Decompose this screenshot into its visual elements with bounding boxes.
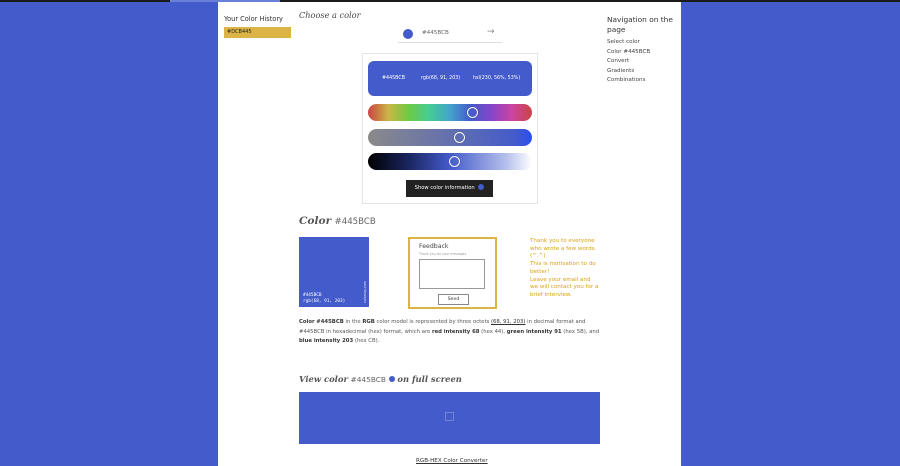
color-input[interactable]: #445BCB [422,30,449,36]
desc-text: (hex 44), [481,328,506,335]
color-description [299,318,601,347]
color-heading [299,215,376,227]
lightness-slider[interactable] [368,153,532,170]
saturation-slider[interactable] [368,129,532,146]
show-color-information-button[interactable] [406,180,493,197]
desc-text: color model is represented by three octets [376,319,490,325]
color-dot-icon[interactable] [403,29,413,39]
nav-link-color[interactable]: Color #445BCB [607,48,651,55]
fullscreen-color-preview[interactable] [299,392,600,444]
page-content [218,2,681,466]
color-dot-icon [478,184,484,190]
rgb-value[interactable]: rgb(68, 91, 203) [421,76,461,81]
desc-hex: #445BCB [316,319,344,325]
feedback-textarea[interactable] [419,259,485,289]
nav-link-combinations[interactable]: Combinations [607,77,646,84]
page-navigation [607,15,681,86]
swatch-watermark: colorsay.com [363,280,367,303]
color-picker-panel [362,53,538,204]
color-values-bar [368,61,532,96]
color-heading-word: Color [299,215,332,227]
color-input-row [398,26,502,43]
desc-text: in decimal format and #445BCB in hexadecimal (hex) format, which are [299,319,586,335]
hue-slider[interactable] [368,104,532,121]
view-heading-hex: #445BCB [350,375,387,384]
feedback-subtitle: Thank you for your messages [419,252,467,256]
lightness-slider-handle[interactable] [449,156,460,167]
expand-icon[interactable] [445,412,454,421]
desc-red: red intensity 68 [431,328,480,335]
thanks-line: This is motivation to do better! [530,261,596,275]
thanks-line: Thank you to everyone who wrote a few words. (^.^) [530,238,597,260]
history-title: Your Color History [224,15,283,23]
desc-model: RGB [362,319,375,325]
desc-text: Color [299,319,315,325]
view-heading-word: on full screen [397,374,462,384]
swatch-hex: #445BCB [303,293,322,298]
color-history [224,15,294,38]
desc-text: in the [345,319,361,325]
color-dot-icon [389,376,395,382]
saturation-slider-handle[interactable] [454,132,465,143]
swatch-rgb: rgb(68, 91, 203) [303,299,346,304]
view-heading-word: View color [299,374,348,384]
nav-link-select-color[interactable]: Select color [607,39,640,45]
history-item[interactable]: #DCB445 [224,27,291,38]
nav-link-gradients[interactable]: Gradients [607,67,635,74]
desc-text: (hex CB). [354,338,380,345]
thanks-line: Leave your email and we will contact you for a brief interview. [530,276,599,298]
send-button[interactable]: Send [438,294,469,305]
desc-octets-link[interactable]: (68, 91, 203) [490,319,526,325]
feedback-title: Feedback [419,243,449,250]
hex-value[interactable]: #445BCB [382,76,406,81]
choose-color-heading: Choose a color [299,10,361,20]
feedback-form [408,237,497,309]
nav-link-convert[interactable]: Convert [607,58,630,65]
color-swatch [299,237,369,307]
info-button-label: Show color information [414,185,475,191]
thanks-message [530,238,600,300]
rgb-hex-converter-link[interactable]: RGB-HEX Color Converter [416,458,488,464]
nav-title: Navigation on the page [607,15,673,34]
hsl-value[interactable]: hsl(230, 56%, 53%) [473,76,521,81]
arrow-right-icon[interactable]: → [487,27,495,37]
color-heading-hex: #445BCB [334,217,376,227]
view-fullscreen-heading [299,374,462,384]
desc-green: green intensity 91 [506,328,562,335]
hue-slider-handle[interactable] [467,107,478,118]
desc-blue: blue intensity 203 [299,338,354,345]
desc-text: (hex 5B), and [563,328,600,335]
